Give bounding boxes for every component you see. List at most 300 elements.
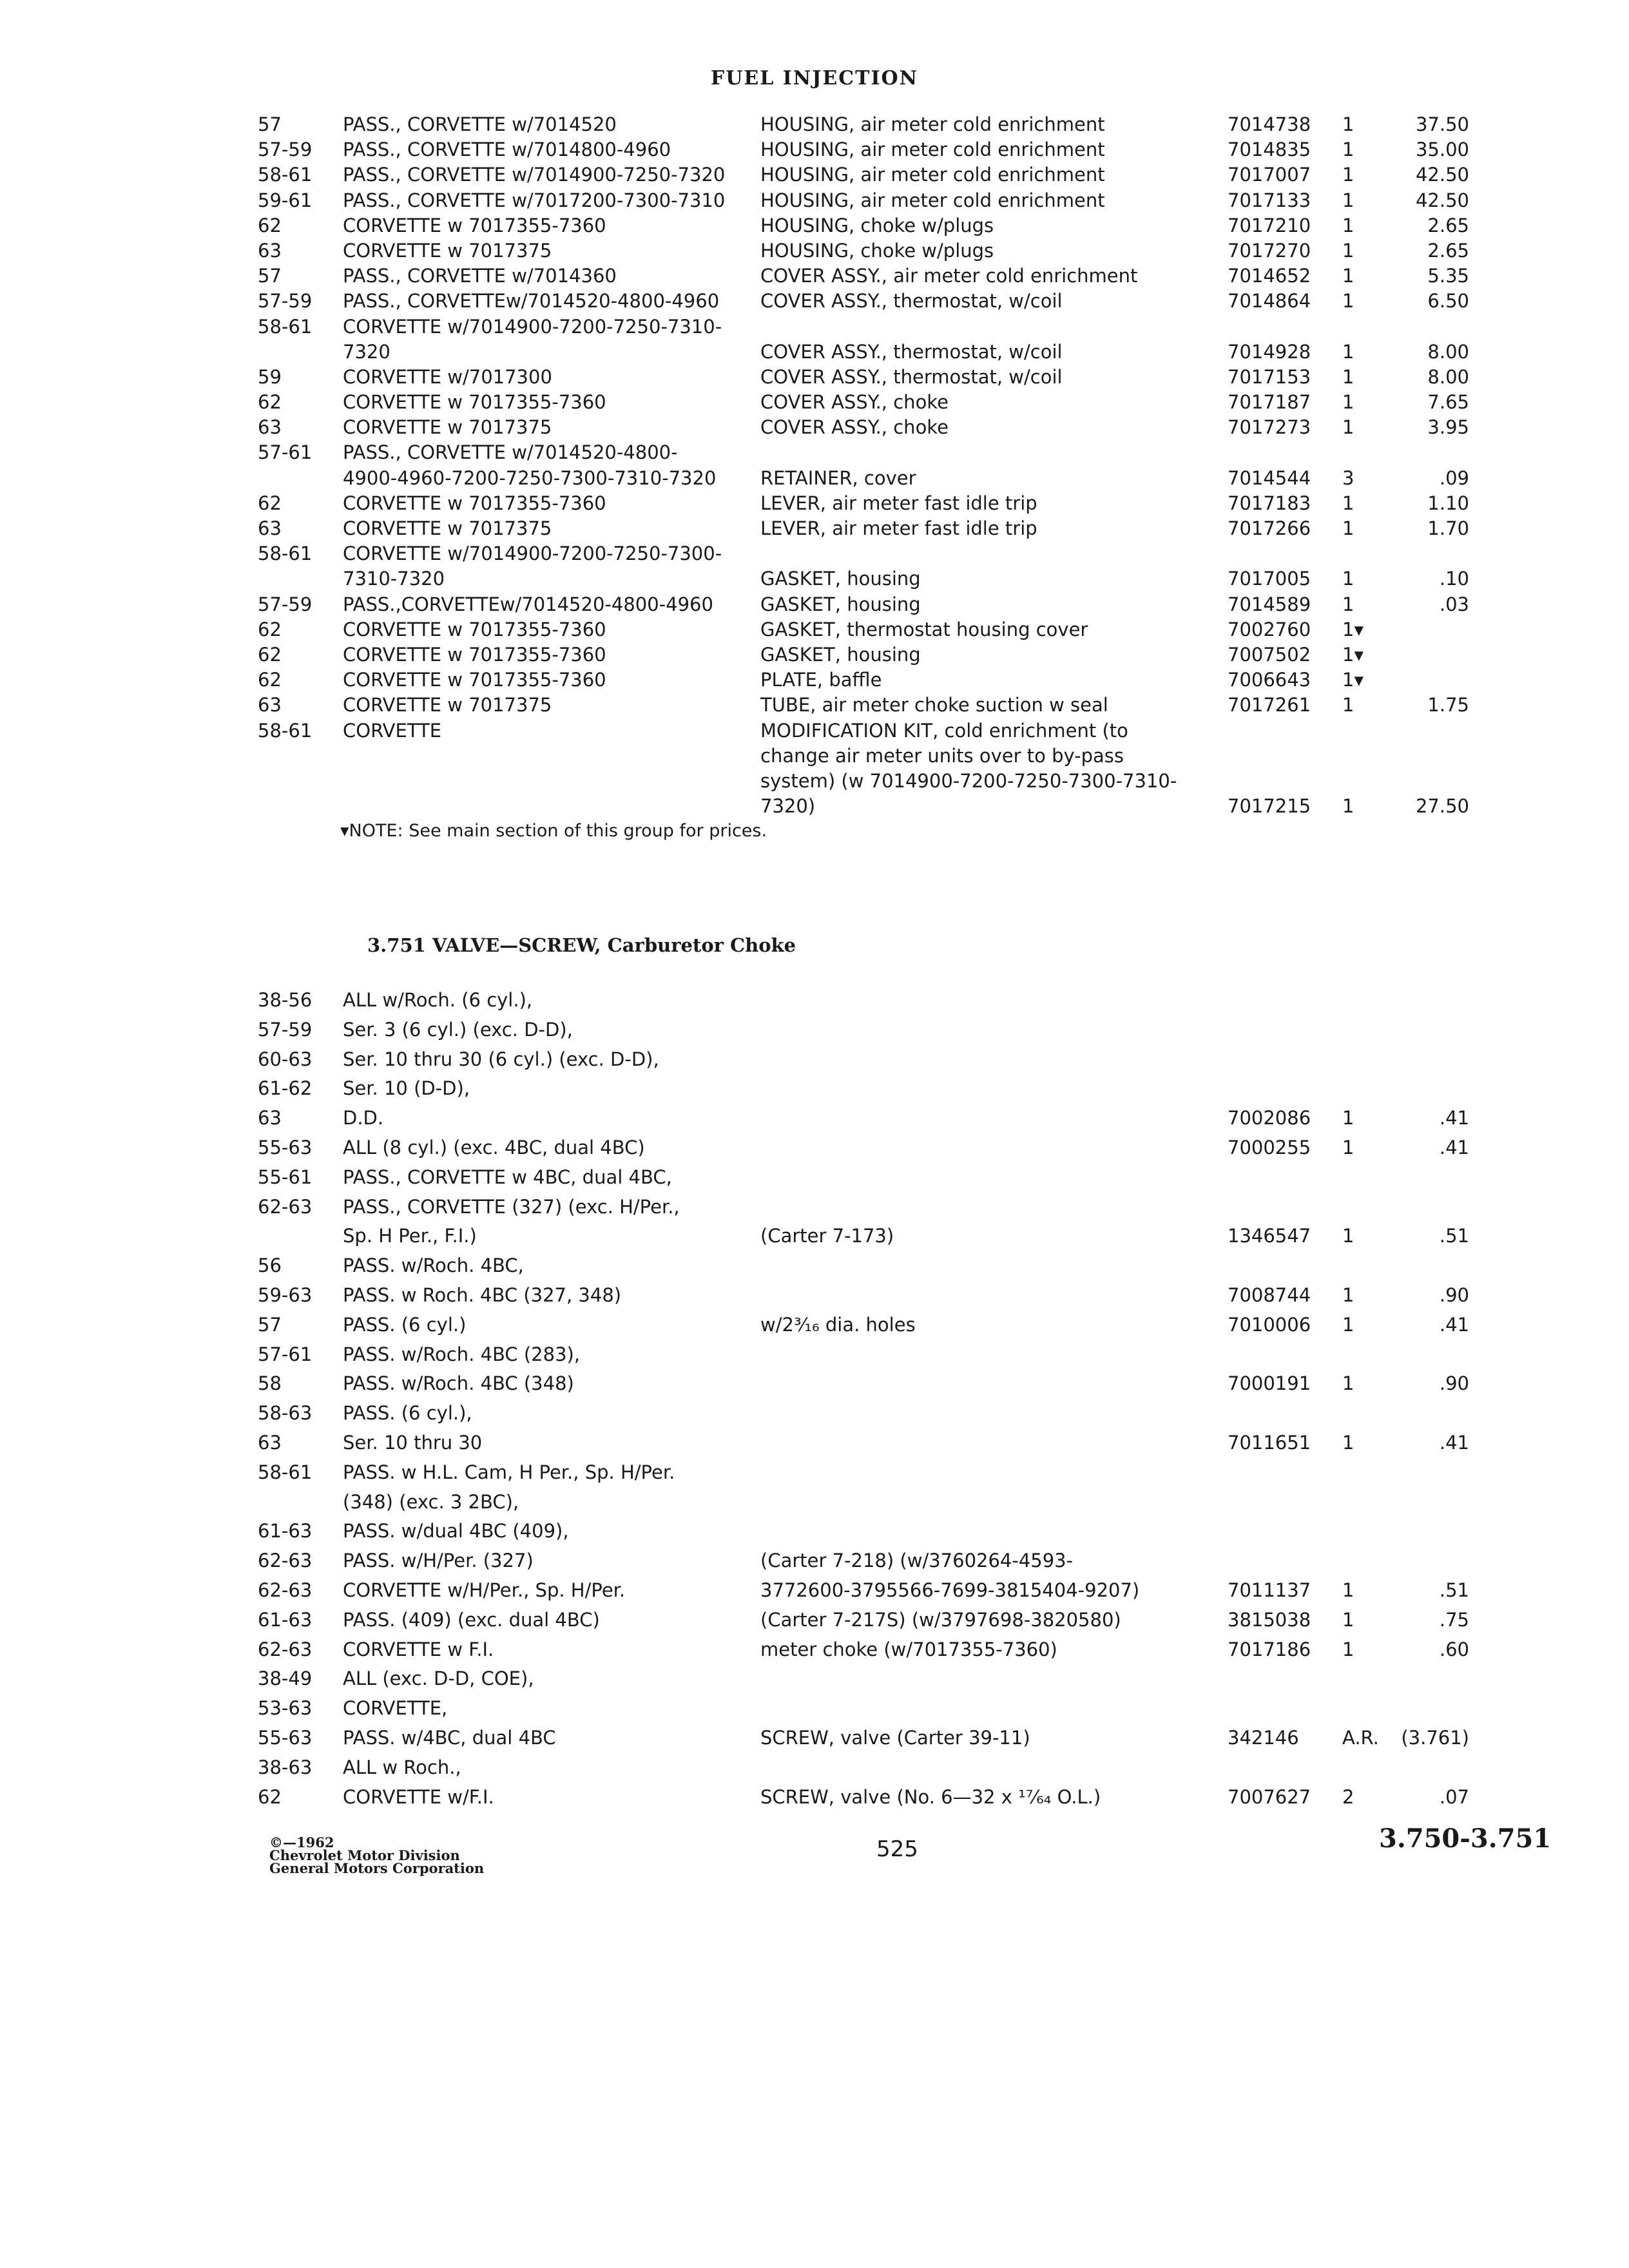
dot-leader: [487, 1428, 736, 1457]
page-number: 525: [876, 1836, 918, 1862]
description-cell: (Carter 7-173): [760, 1225, 894, 1247]
table-row: [258, 1369, 1469, 1399]
quantity-cell: 1: [1342, 1579, 1354, 1601]
part-number-cell: 7006643: [1228, 669, 1311, 691]
part-number-cell: 7017153: [1228, 365, 1311, 388]
year-cell: 58-61: [258, 1461, 313, 1483]
price-cell: 8.00: [1427, 340, 1469, 363]
part-number-cell: 7002760: [1228, 618, 1311, 640]
description-cell: 3772600-3795566-7699-3815404-9207): [760, 1579, 1140, 1601]
year-cell: 38-56: [258, 989, 313, 1011]
year-cell: 57-59: [258, 139, 313, 161]
model-cell: CORVETTE w 7017355-7360: [343, 618, 606, 640]
table-row: [258, 1724, 1469, 1753]
price-note: ▾NOTE: See main section of this group for prices.: [340, 821, 767, 841]
description-cell: HOUSING, choke w/plugs: [760, 239, 994, 262]
model-cell: CORVETTE w 7017355-7360: [343, 492, 606, 514]
model-cell: PASS. w/Roch. 4BC,: [343, 1254, 524, 1277]
quantity-cell: 1: [1342, 164, 1354, 186]
quantity-cell: 2: [1342, 1785, 1354, 1808]
part-number-cell: 3815038: [1228, 1608, 1311, 1631]
quantity-cell: 3: [1342, 466, 1354, 489]
dot-leader: [622, 264, 736, 289]
year-cell: 61-63: [258, 1520, 313, 1542]
table-row: [258, 1281, 1469, 1311]
footer-copyright: ©—1962: [269, 1834, 334, 1850]
dot-leader: [926, 642, 1211, 668]
dot-leader: [630, 1576, 736, 1605]
quantity-cell: 1: [1342, 1107, 1354, 1129]
dot-leader: [612, 668, 736, 693]
price-cell: 1.75: [1427, 694, 1469, 716]
quantity-cell: 1: [1342, 492, 1354, 514]
price-cell: .90: [1439, 1283, 1469, 1306]
part-number-cell: 7010006: [1228, 1313, 1311, 1336]
model-cell: CORVETTE,: [343, 1697, 448, 1720]
quantity-cell: 1: [1342, 1372, 1354, 1395]
description-cell: w/2³⁄₁₆ dia. holes: [760, 1313, 916, 1336]
part-number-cell: 7017007: [1228, 164, 1311, 186]
model-cell: PASS. w/Roch. 4BC (283),: [343, 1343, 581, 1365]
price-cell: 1.70: [1427, 517, 1469, 539]
year-cell: 57: [258, 265, 282, 287]
table-row: [258, 137, 1469, 162]
table-row: [258, 162, 1469, 187]
dot-leader: [626, 1281, 736, 1310]
table-row: [258, 213, 1469, 238]
price-cell: 42.50: [1415, 164, 1469, 186]
description-cell: meter choke (w/7017355-7360): [760, 1638, 1057, 1660]
description-cell: COVER ASSY., choke: [760, 416, 949, 439]
description-cell: LEVER, air meter fast idle trip: [760, 517, 1037, 539]
dot-leader: [1110, 112, 1211, 137]
table-row: [258, 1340, 1469, 1370]
year-cell: 58-61: [258, 719, 313, 742]
year-cell: 58-61: [258, 315, 313, 338]
quantity-cell: 1: [1342, 795, 1354, 818]
price-cell: .41: [1439, 1313, 1469, 1336]
part-number-cell: 7011137: [1228, 1579, 1311, 1601]
model-cell: CORVETTE w 7017355-7360: [343, 214, 606, 236]
model-cell: 4900-4960-7200-7250-7300-7310-7320: [343, 466, 717, 489]
dot-leader: [1068, 289, 1211, 314]
year-cell: 58: [258, 1372, 282, 1395]
quantity-cell: 1: [1342, 290, 1354, 312]
price-cell: 2.65: [1427, 214, 1469, 236]
quantity-cell: 1: [1342, 517, 1354, 539]
model-cell: Ser. 3 (6 cyl.) (exc. D-D),: [343, 1018, 573, 1041]
price-cell: 2.65: [1427, 239, 1469, 262]
model-cell: CORVETTE w F.I.: [343, 1638, 494, 1660]
model-cell: CORVETTE w 7017355-7360: [343, 643, 606, 666]
description-cell: 7320): [760, 795, 816, 818]
year-cell: 57: [258, 1313, 282, 1336]
table-row: [258, 314, 1469, 340]
dot-leader: [1093, 617, 1211, 642]
table-row: [258, 566, 1469, 591]
table-row: [258, 289, 1469, 314]
year-cell: 57-61: [258, 1343, 313, 1365]
table-row: [258, 718, 1469, 744]
part-number-cell: 7017186: [1228, 1638, 1311, 1660]
dot-leader: [1106, 1783, 1211, 1812]
table-row: [258, 1045, 1469, 1075]
year-cell: 57: [258, 113, 282, 135]
dot-leader: [887, 668, 1211, 693]
model-cell: ALL (exc. D-D, COE),: [343, 1667, 534, 1690]
year-cell: 59-63: [258, 1283, 313, 1306]
model-cell: CORVETTE: [343, 719, 442, 742]
dot-leader: [389, 1104, 736, 1133]
model-cell: PASS., CORVETTE w/7014520-4800-: [343, 441, 678, 464]
footer-division: Chevrolet Motor Division: [269, 1847, 460, 1863]
part-number-cell: 7014652: [1228, 265, 1311, 287]
dot-leader: [557, 238, 736, 264]
part-number-cell: 7017133: [1228, 189, 1311, 211]
quantity-cell: 1: [1342, 139, 1354, 161]
year-cell: 58-61: [258, 164, 313, 186]
dot-leader: [766, 1369, 1211, 1398]
dot-leader: [1043, 516, 1211, 541]
year-cell: 38-63: [258, 1756, 313, 1778]
table-row: [258, 1694, 1469, 1724]
model-cell: PASS. (6 cyl.),: [343, 1402, 472, 1425]
year-cell: 57-59: [258, 290, 313, 312]
year-cell: 63: [258, 416, 282, 439]
table-row: [258, 1753, 1469, 1783]
year-cell: 63: [258, 239, 282, 262]
dot-leader: [557, 693, 736, 718]
dot-leader: [1110, 162, 1211, 187]
price-cell: 5.35: [1427, 265, 1469, 287]
table-row: [258, 264, 1469, 289]
part-number-cell: 342146: [1228, 1726, 1299, 1749]
description-cell: COVER ASSY., thermostat, w/coil: [760, 290, 1063, 312]
year-cell: 62-63: [258, 1550, 313, 1572]
description-cell: HOUSING, choke w/plugs: [760, 214, 994, 236]
model-cell: PASS. w H.L. Cam, H Per., Sp. H/Per.: [343, 1461, 675, 1483]
description-cell: change air meter units over to by-pass: [760, 744, 1124, 767]
price-cell: 37.50: [1415, 113, 1469, 135]
model-cell: PASS., CORVETTE (327) (exc. H/Per.,: [343, 1195, 680, 1218]
model-cell: CORVETTE w 7017355-7360: [343, 669, 606, 691]
section-range: 3.750-3.751: [1379, 1823, 1552, 1854]
part-number-cell: 7017270: [1228, 239, 1311, 262]
description-cell: COVER ASSY., choke: [760, 391, 949, 414]
dot-leader: [954, 415, 1211, 440]
dot-leader: [622, 112, 736, 137]
model-cell: CORVETTE w 7017375: [343, 239, 552, 262]
year-cell: 57-61: [258, 441, 313, 464]
dot-leader: [1068, 365, 1211, 390]
part-number-cell: 7017273: [1228, 416, 1311, 439]
table-row: [258, 1606, 1469, 1635]
description-cell: HOUSING, air meter cold enrichment: [760, 164, 1105, 186]
year-cell: 60-63: [258, 1048, 313, 1070]
table-row: [258, 1399, 1469, 1428]
part-number-cell: 7017183: [1228, 492, 1311, 514]
part-number-cell: 7017210: [1228, 214, 1311, 236]
part-number-cell: 7014544: [1228, 466, 1311, 489]
dot-leader: [926, 566, 1211, 591]
model-cell: PASS. w/4BC, dual 4BC: [343, 1726, 556, 1749]
price-cell: .41: [1439, 1107, 1469, 1129]
model-cell: CORVETTE w/F.I.: [343, 1785, 494, 1808]
price-cell: 27.50: [1415, 795, 1469, 818]
dot-leader: [557, 415, 736, 440]
quantity-cell: 1▾: [1342, 643, 1364, 666]
year-cell: 62: [258, 643, 282, 666]
table-row: [258, 1664, 1469, 1694]
table-row: [258, 1074, 1469, 1104]
model-cell: D.D.: [343, 1107, 384, 1129]
part-number-cell: 7014738: [1228, 113, 1311, 135]
dot-leader: [820, 794, 1211, 819]
table-row: [258, 1428, 1469, 1458]
price-cell: 7.65: [1427, 391, 1469, 414]
year-cell: 63: [258, 517, 282, 539]
dot-leader: [612, 617, 736, 642]
table-row: [258, 112, 1469, 137]
table-row: [258, 986, 1469, 1015]
year-cell: 57-59: [258, 1018, 313, 1041]
quantity-cell: 1: [1342, 694, 1354, 716]
price-cell: .10: [1439, 568, 1469, 590]
model-cell: CORVETTE w/H/Per., Sp. H/Per.: [343, 1579, 626, 1601]
part-number-cell: 7008744: [1228, 1283, 1311, 1306]
year-cell: 62: [258, 669, 282, 691]
price-cell: 1.10: [1427, 492, 1469, 514]
dot-leader: [921, 466, 1211, 491]
dot-leader: [921, 1311, 1211, 1340]
valve-screw-parts-table: [258, 986, 1469, 1812]
description-cell: SCREW, valve (No. 6—32 x ¹⁷⁄₆₄ O.L.): [760, 1785, 1101, 1808]
quantity-cell: 1: [1342, 365, 1354, 388]
model-cell: PASS., CORVETTE w/7014360: [343, 265, 617, 287]
year-cell: 55-63: [258, 1726, 313, 1749]
description-cell: COVER ASSY., thermostat, w/coil: [760, 340, 1063, 363]
description-cell: GASKET, housing: [760, 593, 921, 615]
model-cell: Ser. 10 (D-D),: [343, 1077, 470, 1100]
model-cell: 7310-7320: [343, 568, 445, 590]
quantity-cell: 1▾: [1342, 618, 1364, 640]
part-number-cell: 7014864: [1228, 290, 1311, 312]
table-row: [258, 1193, 1469, 1222]
table-row: [258, 541, 1469, 566]
model-cell: PASS. w/dual 4BC (409),: [343, 1520, 569, 1542]
dot-leader: [450, 566, 736, 591]
model-cell: PASS.,CORVETTEw/7014520-4800-4960: [343, 593, 713, 615]
part-number-cell: 7002086: [1228, 1107, 1311, 1129]
description-cell: system) (w 7014900-7200-7250-7300-7310-: [760, 769, 1177, 792]
price-cell: .51: [1439, 1579, 1469, 1601]
quantity-cell: 1: [1342, 214, 1354, 236]
year-cell: 62: [258, 391, 282, 414]
table-row: [258, 1576, 1469, 1606]
dot-leader: [1126, 1606, 1211, 1635]
table-row: [258, 1517, 1469, 1546]
dot-leader: [999, 238, 1211, 264]
table-row: [258, 592, 1469, 617]
description-cell: PLATE, baffle: [760, 669, 882, 691]
section-title: 3.751 VALVE—SCREW, Carburetor Choke: [367, 934, 796, 956]
year-cell: 63: [258, 1431, 282, 1454]
table-row: [258, 1133, 1469, 1163]
quantity-cell: 1: [1342, 1225, 1354, 1247]
year-cell: 59-61: [258, 189, 313, 211]
part-number-cell: 7007627: [1228, 1785, 1311, 1808]
model-cell: PASS., CORVETTE w/7017200-7300-7310: [343, 189, 726, 211]
dot-leader: [612, 390, 736, 415]
table-row: [258, 769, 1469, 794]
dot-leader: [766, 1104, 1211, 1133]
dot-leader: [676, 137, 736, 162]
table-row: [258, 1311, 1469, 1340]
dot-leader: [482, 1222, 736, 1251]
price-cell: 6.50: [1427, 290, 1469, 312]
description-cell: HOUSING, air meter cold enrichment: [760, 139, 1105, 161]
quantity-cell: 1: [1342, 239, 1354, 262]
part-number-cell: 7000191: [1228, 1372, 1311, 1395]
model-cell: PASS. w Roch. 4BC (327, 348): [343, 1283, 622, 1306]
price-cell: .03: [1439, 593, 1469, 615]
model-cell: PASS. (6 cyl.): [343, 1313, 467, 1336]
description-cell: HOUSING, air meter cold enrichment: [760, 113, 1105, 135]
model-cell: PASS., CORVETTEw/7014520-4800-4960: [343, 290, 720, 312]
dot-leader: [926, 592, 1211, 617]
table-row: [258, 491, 1469, 516]
year-cell: 62: [258, 492, 282, 514]
table-row: [258, 1783, 1469, 1812]
year-cell: 62-63: [258, 1195, 313, 1218]
model-cell: CORVETTE w/7014900-7200-7250-7300-: [343, 543, 722, 565]
part-number-cell: 7007502: [1228, 643, 1311, 666]
year-cell: 55-61: [258, 1166, 313, 1188]
dot-leader: [396, 340, 736, 365]
model-cell: CORVETTE w/7014900-7200-7250-7310-: [343, 315, 722, 338]
dot-leader: [557, 365, 736, 390]
dot-leader: [499, 1635, 736, 1664]
year-cell: 61-62: [258, 1077, 313, 1100]
quantity-cell: 1: [1342, 1136, 1354, 1158]
part-number-cell: 7017187: [1228, 391, 1311, 414]
description-cell: (Carter 7-218) (w/3760264-4593-: [760, 1550, 1074, 1572]
table-row: [258, 693, 1469, 718]
price-cell: .60: [1439, 1638, 1469, 1660]
quantity-cell: 1▾: [1342, 669, 1364, 691]
table-row: [258, 340, 1469, 365]
year-cell: 63: [258, 1107, 282, 1129]
price-cell: 8.00: [1427, 365, 1469, 388]
model-cell: PASS. (409) (exc. dual 4BC): [343, 1608, 600, 1631]
description-cell: MODIFICATION KIT, cold enrichment (to: [760, 719, 1128, 742]
table-row: [258, 1163, 1469, 1193]
table-row: [258, 440, 1469, 465]
part-number-cell: 1346547: [1228, 1225, 1311, 1247]
table-row: [258, 365, 1469, 390]
dot-leader: [1144, 1576, 1211, 1605]
dot-leader: [612, 213, 736, 238]
description-cell: GASKET, thermostat housing cover: [760, 618, 1088, 640]
quantity-cell: 1: [1342, 1283, 1354, 1306]
model-cell: ALL w/Roch. (6 cyl.),: [343, 989, 533, 1011]
model-cell: Sp. H Per., F.I.): [343, 1225, 477, 1247]
price-cell: 3.95: [1427, 416, 1469, 439]
model-cell: CORVETTE w 7017355-7360: [343, 391, 606, 414]
price-cell: (3.761): [1401, 1726, 1469, 1749]
quantity-cell: 1: [1342, 340, 1354, 363]
dot-leader: [1110, 137, 1211, 162]
table-row: [258, 188, 1469, 213]
dot-leader: [766, 1133, 1211, 1162]
part-number-cell: 7017215: [1228, 795, 1311, 818]
year-cell: 53-63: [258, 1697, 313, 1720]
dot-leader: [539, 1546, 736, 1575]
table-row: [258, 390, 1469, 415]
dot-leader: [471, 1311, 736, 1340]
model-cell: CORVETTE w 7017375: [343, 694, 552, 716]
dot-leader: [557, 516, 736, 541]
model-cell: PASS., CORVETTE w/7014800-4960: [343, 139, 671, 161]
table-row: [258, 415, 1469, 440]
footer-corporation: General Motors Corporation: [269, 1860, 485, 1876]
quantity-cell: 1: [1342, 1638, 1354, 1660]
year-cell: 62: [258, 1785, 282, 1808]
table-row: [258, 1015, 1469, 1045]
table-row: [258, 1546, 1469, 1576]
dot-leader: [1063, 1635, 1211, 1664]
dot-leader: [605, 1606, 736, 1635]
description-cell: RETAINER, cover: [760, 466, 916, 489]
quantity-cell: 1: [1342, 189, 1354, 211]
model-cell: Ser. 10 thru 30: [343, 1431, 483, 1454]
table-row: [258, 668, 1469, 693]
model-cell: PASS., CORVETTE w/7014900-7250-7320: [343, 164, 726, 186]
dot-leader: [766, 1281, 1211, 1310]
table-row: [258, 466, 1469, 491]
dot-leader: [899, 1222, 1211, 1251]
dot-leader: [650, 1133, 736, 1162]
table-row: [258, 1251, 1469, 1281]
model-cell: PASS. w/Roch. 4BC (348): [343, 1372, 574, 1395]
year-cell: 58-63: [258, 1402, 313, 1425]
dot-leader: [1043, 491, 1211, 516]
part-number-cell: 7017005: [1228, 568, 1311, 590]
table-row: [258, 642, 1469, 668]
table-row: [258, 238, 1469, 264]
year-cell: 62: [258, 214, 282, 236]
description-cell: TUBE, air meter choke suction w seal: [760, 694, 1108, 716]
description-cell: COVER ASSY., thermostat, w/coil: [760, 365, 1063, 388]
table-row: [258, 1635, 1469, 1665]
quantity-cell: 1: [1342, 391, 1354, 414]
year-cell: 56: [258, 1254, 282, 1277]
year-cell: 62-63: [258, 1638, 313, 1660]
description-cell: SCREW, valve (Carter 39-11): [760, 1726, 1030, 1749]
description-cell: (Carter 7-217S) (w/3797698-3820580): [760, 1608, 1121, 1631]
model-cell: CORVETTE w 7017375: [343, 517, 552, 539]
dot-leader: [579, 1369, 736, 1398]
model-cell: ALL (8 cyl.) (exc. 4BC, dual 4BC): [343, 1136, 645, 1158]
price-cell: .51: [1439, 1225, 1469, 1247]
table-row: [258, 1104, 1469, 1133]
dot-leader: [447, 718, 736, 744]
part-number-cell: 7014835: [1228, 139, 1311, 161]
dot-leader: [766, 1428, 1211, 1457]
table-row: [258, 1222, 1469, 1251]
dot-leader: [1110, 188, 1211, 213]
price-cell: .41: [1439, 1136, 1469, 1158]
